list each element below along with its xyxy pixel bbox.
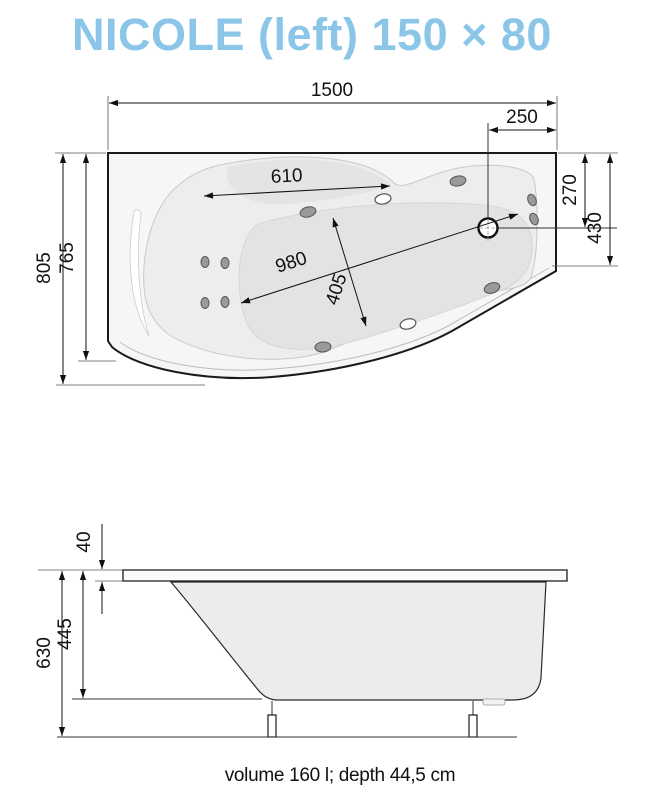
dim-label-430: 430: [585, 212, 606, 244]
drain-fitting: [483, 699, 505, 705]
dim-label-405: 405: [321, 271, 352, 308]
dim-label-445: 445: [55, 618, 76, 650]
dimension-250: [489, 107, 556, 130]
micro-jet-icon: [201, 298, 209, 309]
dim-label-1500: 1500: [310, 80, 354, 101]
side-view: [34, 524, 567, 737]
tub-body-profile: [171, 582, 546, 700]
leg: [469, 715, 477, 737]
dim-label-610: 610: [270, 165, 304, 188]
leg: [268, 715, 276, 737]
dimension-445: [55, 571, 83, 698]
tub-rim-profile: [123, 570, 567, 581]
dim-label-270: 270: [560, 174, 581, 206]
dim-label-40: 40: [74, 531, 95, 553]
dimension-1500: [108, 80, 557, 150]
micro-jet-icon: [201, 257, 209, 268]
dim-label-765: 765: [57, 242, 78, 274]
dimension-40: [74, 524, 102, 614]
dim-label-630: 630: [34, 637, 55, 669]
volume-depth-note: volume 160 l; depth 44,5 cm: [224, 765, 456, 786]
dim-label-805: 805: [34, 252, 55, 284]
dimension-630: [34, 571, 62, 736]
micro-jet-icon: [221, 297, 229, 308]
dim-label-980: 980: [273, 247, 310, 278]
page-title: NICOLE (left) 150 × 80: [72, 9, 552, 60]
top-view: [34, 80, 618, 385]
micro-jet-icon: [221, 258, 229, 269]
dim-label-250: 250: [506, 107, 538, 128]
